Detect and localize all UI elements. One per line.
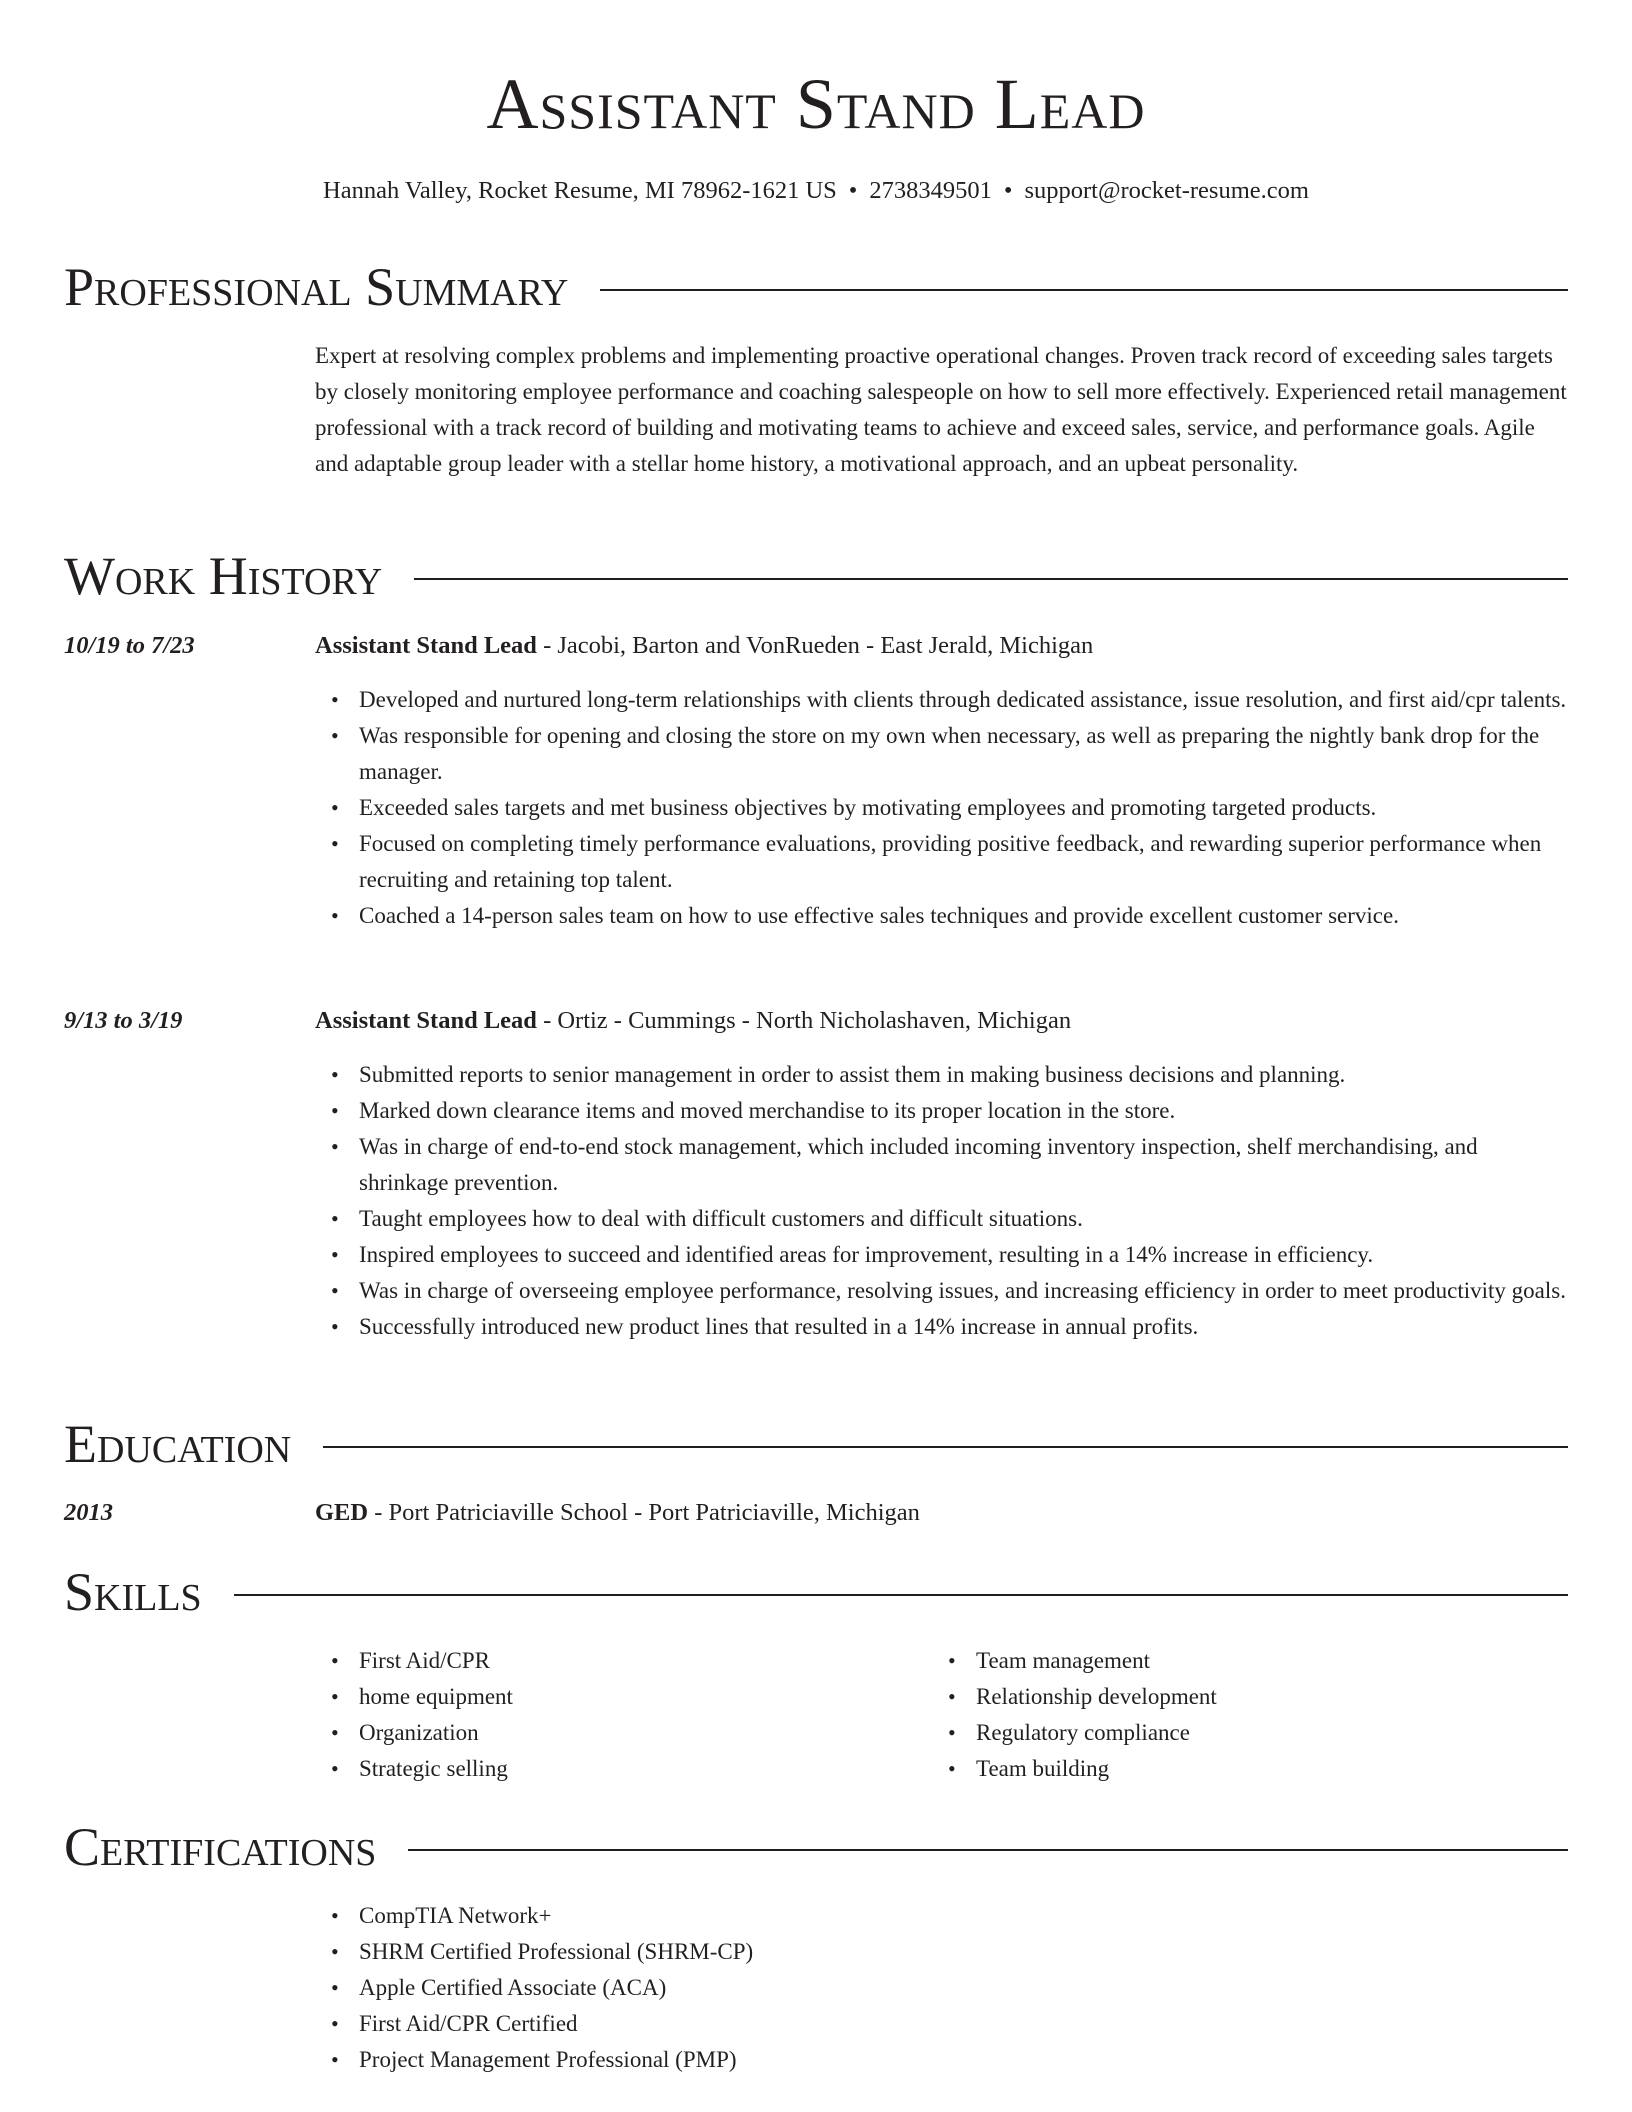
list-item: • Developed and nurtured long-term relationships with clients through dedicated assistance, issue resolution, and first aid/cpr talents. [359,682,1568,718]
list-item: • Successfully introduced new product lines that resulted in a 14% increase in annual profits. [359,1309,1568,1345]
education-year: 2013 [64,1499,113,1526]
skills-list-right [932,1643,1552,1787]
job-employer: - Jacobi, Barton and VonRueden - East Jerald, Michigan [536,632,1094,659]
job-2-bullets [315,1057,1568,1345]
summary-section-title: Professional Summary [64,257,569,317]
list-item: • Strategic selling [359,1751,935,1787]
list-item: • Inspired employees to succeed and identified areas for improvement, resulting in a 14% increase in efficiency. [359,1237,1568,1273]
list-item: • home equipment [359,1679,935,1715]
list-item: • Team building [976,1751,1552,1787]
list-item: • Was in charge of overseeing employee performance, resolving issues, and increasing efficiency in order to meet productivity goals. [359,1273,1568,1309]
job-dates: 9/13 to 3/19 [64,1007,183,1034]
list-item: • Relationship development [976,1679,1552,1715]
list-item: • Marked down clearance items and moved merchandise to its proper location in the store. [359,1093,1568,1129]
job-dates: 10/19 to 7/23 [64,632,195,659]
list-item: • Organization [359,1715,935,1751]
job-employer: - Ortiz - Cummings - North Nicholashaven, Michigan [536,1007,1072,1034]
education-section-title: Education [64,1414,292,1474]
job-title-line [315,628,1093,664]
education-degree: GED [315,1499,369,1526]
list-item: • Project Management Professional (PMP) [359,2042,1568,2078]
section-divider [323,1446,1568,1448]
list-item: • First Aid/CPR [359,1643,935,1679]
education-line [315,1495,920,1531]
skills-list-left [315,1643,935,1787]
education-school: - Port Patriciaville School - Port Patriciaville, Michigan [368,1499,920,1526]
list-item: • First Aid/CPR Certified [359,2006,1568,2042]
work-section-title: Work History [64,546,383,606]
candidate-name: Assistant Stand Lead [486,64,1146,144]
certifications-section-header [64,1816,1568,1878]
list-item: • Focused on completing timely performance evaluations, providing positive feedback, and rewarding superior performance when recruiting and retaining top talent. [359,826,1568,898]
section-divider [408,1849,1568,1851]
skills-section-header [64,1561,1568,1623]
list-item: • SHRM Certified Professional (SHRM-CP) [359,1934,1568,1970]
education-section-header [64,1413,1568,1475]
list-item: • Regulatory compliance [976,1715,1552,1751]
list-item: • Submitted reports to senior management in order to assist them in making business decisions and planning. [359,1057,1568,1093]
list-item: • Was responsible for opening and closing the store on my own when necessary, as well as preparing the nightly bank drop for the manager. [359,718,1568,790]
list-item: • CompTIA Network+ [359,1898,1568,1934]
list-item: • Was in charge of end-to-end stock management, which included incoming inventory inspection, shelf merchandising, and shrinkage prevention. [359,1129,1568,1201]
job-title: Assistant Stand Lead [315,1007,537,1034]
list-item: • Exceeded sales targets and met business objectives by motivating employees and promoting targeted products. [359,790,1568,826]
job-1-bullets [315,682,1568,934]
section-divider [600,289,1568,291]
contact-address: Hannah Valley, Rocket Resume, MI 78962-1621 US [323,177,837,204]
list-item: • Coached a 14-person sales team on how to use effective sales techniques and provide excellent customer service. [359,898,1568,934]
job-title: Assistant Stand Lead [315,632,537,659]
list-item: • Taught employees how to deal with difficult customers and difficult situations. [359,1201,1568,1237]
contact-separator: • [1003,177,1013,204]
work-section-header [64,545,1568,607]
skills-section-title: Skills [64,1562,202,1622]
summary-section-header [64,256,1568,318]
list-item: • Team management [976,1643,1552,1679]
list-item: • Apple Certified Associate (ACA) [359,1970,1568,2006]
certifications-section-title: Certifications [64,1817,377,1877]
summary-text: Expert at resolving complex problems and implementing proactive operational changes. Proven track record of exceeding sales targets by closely monitoring employee performance and coaching salespeople on how to sell more effectively. Experienced retail management professional with a track record of building and motivating teams to achieve and exceed sales, service, and performance goals. Agile and adaptable group leader with a stellar home history, a motivational approach, and an upbeat personality. [315,343,1567,476]
contact-email: support@rocket-resume.com [1024,177,1309,204]
contact-phone: 2738349501 [869,177,992,204]
section-divider [414,578,1568,580]
section-divider [234,1594,1568,1596]
contact-line [64,175,1568,207]
certifications-list [315,1898,1568,2078]
contact-separator: • [848,177,858,204]
job-title-line [315,1003,1071,1039]
